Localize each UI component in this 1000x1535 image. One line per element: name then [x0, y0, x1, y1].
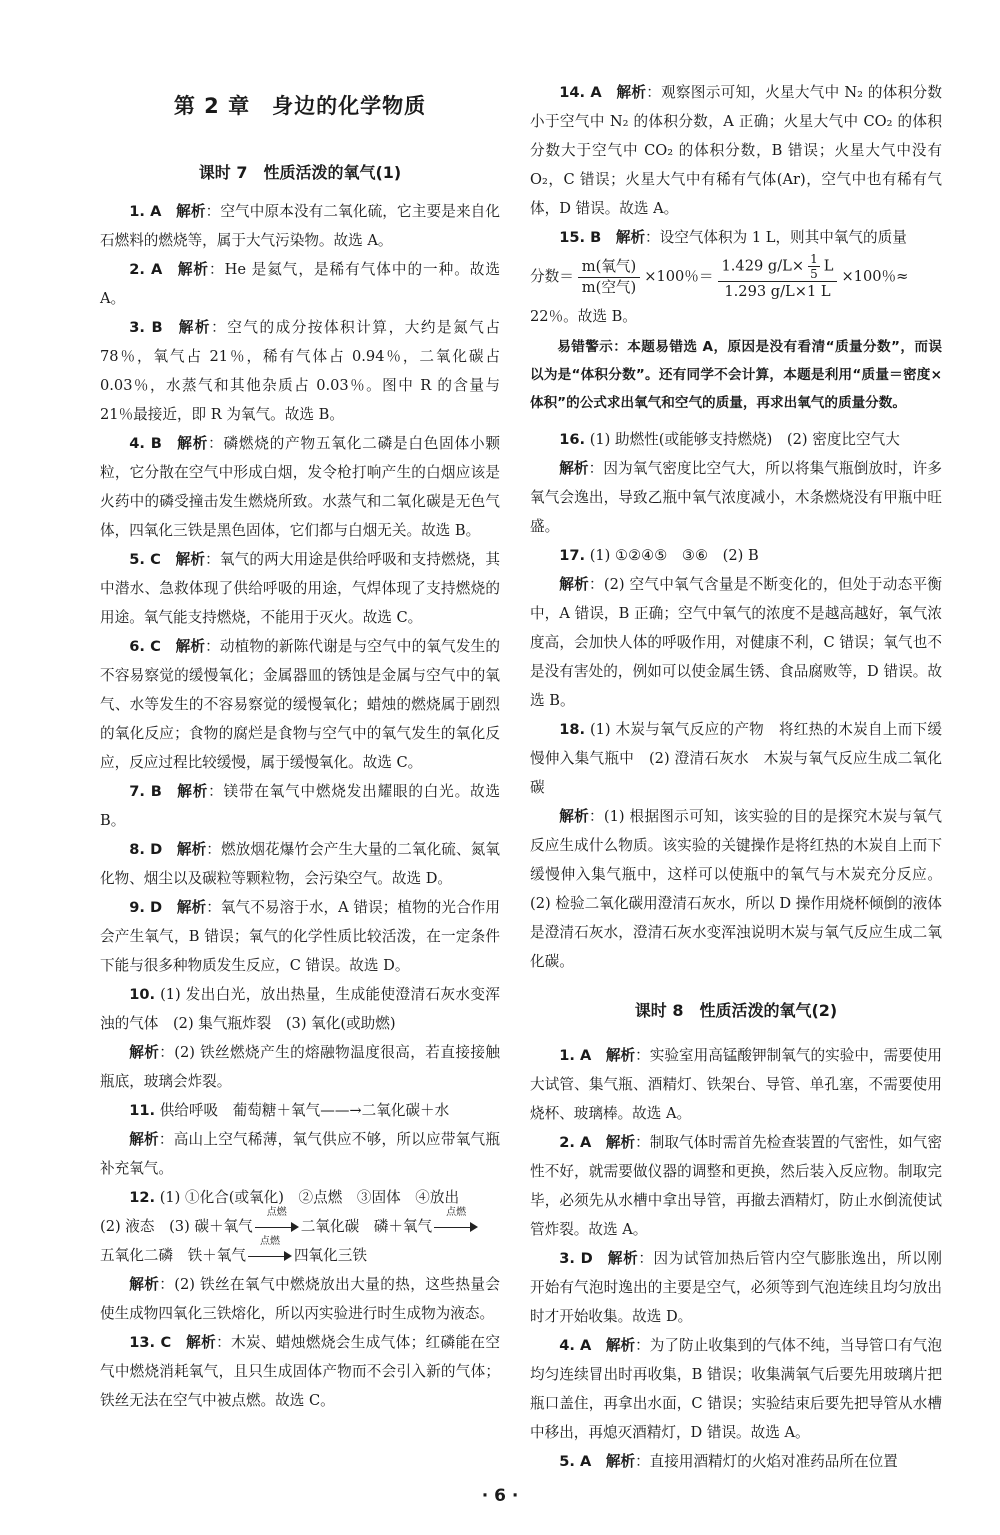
answer-item	[100, 1328, 500, 1415]
answer-number: 8. D	[129, 841, 163, 858]
answer-item	[530, 715, 942, 802]
answer-item	[530, 454, 942, 541]
chapter-title: 第 2 章 身边的化学物质	[173, 94, 427, 118]
answer-item	[100, 1125, 500, 1183]
analysis-label: 解析	[607, 1250, 639, 1267]
analysis-label: 解析	[605, 1453, 636, 1470]
answer-item	[100, 1038, 500, 1096]
q12-equation-line-2: 五氧化二磷 铁＋氧气 点燃 四氧化三铁	[100, 1236, 367, 1264]
answer-text: ：空气中原本没有二氧化硫，它主要是来自化石燃料的燃烧等，属于大气污染物。故选 A。	[100, 203, 500, 249]
answer-item	[100, 777, 500, 835]
answer-item	[100, 1096, 500, 1125]
answer-text: ：(1) 根据图示可知，该实验的目的是探究木炭与氧气反应生成什么物质。该实验的关键操作是将红热的木炭自上而下缓慢伸入集气瓶中，这样可以使瓶中的氧气与木炭充分反应。(2) 检验二氧化碳用澄清石灰水，所以 D 操作用烧杯倾倒的液体是澄清石灰水，澄清石灰水变浑浊说明木炭与氧气反应生成二氧化碳。	[530, 808, 942, 970]
right-column	[530, 78, 942, 1476]
right-answer-list-1	[530, 78, 942, 252]
answer-item	[100, 893, 500, 980]
fraction: 1.429 g/L× $\frac{1}{5}$ L 1.293 g/L×1 L	[718, 252, 838, 302]
answer-number: 14. A	[559, 84, 602, 101]
answer-text: ：实验室用高锰酸钾制氧气的实验中，需要使用大试管、集气瓶、酒精灯、铁架台、导管、单孔塞，不需要使用烧杯、玻璃棒。故选 A。	[530, 1047, 942, 1122]
lesson-7-title: 课时 7 性质活泼的氧气(1)	[198, 163, 402, 182]
answer-text: ：动植物的新陈代谢是与空气中的氧气发生的不容易察觉的缓慢氧化；金属器皿的锈蚀是金属与空气中的氧气、水等发生的不容易察觉的缓慢氧化；蜡烛的燃烧属于剧烈的氧化反应；食物的腐烂是食物与空气中的氧气发生的氧化反应，反应过程比较缓慢，属于缓慢氧化。故选 C。	[100, 638, 500, 771]
analysis-label: 解析	[175, 551, 206, 568]
answer-number: 4. A	[559, 1337, 592, 1354]
answer-text: (1) 助燃性(或能够支持燃烧) (2) 密度比空气大	[589, 431, 900, 448]
answer-text: ：木炭、蜡烛燃烧会生成气体；红磷能在空气中燃烧消耗氧气，且只生成固体产物而不会引入新的气体；铁丝无法在空气中被点燃。故选 C。	[100, 1334, 500, 1409]
answer-text: 供给呼吸 葡萄糖＋氧气——→二氧化碳＋水	[159, 1102, 450, 1119]
left-column	[100, 78, 500, 1415]
analysis-label: 解析	[176, 841, 207, 858]
answer-text: ：He 是氦气，是稀有气体中的一种。故选 A。	[100, 261, 500, 307]
answer-item	[100, 545, 500, 632]
analysis-label: 解析	[129, 1276, 160, 1293]
answer-item	[100, 255, 500, 313]
analysis-label: 解析	[605, 1134, 636, 1151]
answer-item	[100, 1270, 500, 1328]
answer-text: (1) ①②④⑤ ③⑥ (2) B	[589, 547, 759, 564]
analysis-label: 解析	[615, 229, 646, 246]
answer-item	[530, 570, 942, 715]
analysis-label: 解析	[616, 84, 647, 101]
answer-text: ：为了防止收集到的气体不纯，当导管口有气泡均匀连续冒出时再收集，B 错误；收集满氧气后要先用玻璃片把瓶口盖住，再拿出水面，C 错误；实验结束后要先把导管从水槽中移出，再熄灭酒精灯，D 错误。故选 A。	[530, 1337, 942, 1441]
answer-text: ：观察图示可知，火星大气中 N₂ 的体积分数小于空气中 N₂ 的体积分数，A 正确；火星大气中 CO₂ 的体积分数大于空气中 CO₂ 的体积分数，B 错误；火星大气中没有 O₂，C 错误；火星大气中有稀有气体(Ar)，空气中也有稀有气体，D 错误。故选 A。	[530, 84, 942, 217]
answer-item	[100, 197, 500, 255]
answer-text: ：因为氧气密度比空气大，所以将集气瓶倒放时，许多氧气会逸出，导致乙瓶中氧气浓度减小，木条燃烧没有甲瓶中旺盛。	[530, 460, 942, 535]
reaction-arrow: 点燃	[434, 1220, 478, 1234]
answer-text: ：制取气体时需首先检查装置的气密性，如气密性不好，就需要做仪器的调整和更换，然后装入反应物。制取完毕，必须先从水槽中拿出导管，再撤去酒精灯，防止水倒流使试管炸裂。故选 A。	[530, 1134, 942, 1238]
answer-number: 2. A	[129, 261, 163, 278]
answer-text: ：氧气不易溶于水，A 错误；植物的光合作用会产生氧气，B 错误；氧气的化学性质比较活泼，在一定条件下能与很多种物质发生反应，C 错误。故选 D。	[100, 899, 500, 974]
analysis-label: 解析	[176, 783, 209, 800]
analysis-label: 解析	[559, 576, 589, 593]
lesson-8-title: 课时 8 性质活泼的氧气(2)	[634, 1001, 838, 1020]
analysis-label: 9. D 解析	[129, 899, 207, 916]
error-warning-note: 易错警示：本题易错选 A，原因是没有看清“质量分数”，而误以为是“体积分数”。还有同学不会计算，本题是利用“质量＝密度×体积”的公式求出氧气和空气的质量，再求出氧气的质量分数。	[530, 339, 942, 411]
answer-number: 11.	[129, 1102, 156, 1119]
answer-text: ：高山上空气稀薄，氧气供应不够，所以应带氧气瓶补充氧气。	[100, 1131, 500, 1177]
analysis-label: 解析	[185, 1334, 217, 1351]
q15-formula: 分数＝ $\frac{\text{m(氧气)}}{\text{m(空气)}}$ ×100％＝ 1.429 g/L× $\frac{1}{5}$ L 1.293 g/L×1 L ×100％≈	[530, 252, 909, 300]
answer-number: 7. B	[129, 783, 162, 800]
analysis-label: 解析	[559, 808, 589, 825]
answer-number: 10.	[129, 986, 156, 1003]
answer-number: 2. A	[559, 1134, 592, 1151]
left-answer-list	[100, 197, 500, 1212]
analysis-label: 解析	[129, 1044, 160, 1061]
page-number: · 6 ·	[481, 1486, 519, 1506]
analysis-label: 解析	[605, 1047, 636, 1064]
analysis-label: 解析	[177, 319, 212, 336]
right-answer-list-2	[530, 425, 942, 976]
answer-text: ：因为试管加热后管内空气膨胀逸出，所以刚开始有气泡时逸出的主要是空气，必须等到气泡连续且均匀放出时才开始收集。故选 D。	[530, 1250, 942, 1325]
answer-text: ：燃放烟花爆竹会产生大量的二氧化硫、氮氧化物、烟尘以及碳粒等颗粒物，会污染空气。故选 D。	[100, 841, 500, 887]
reaction-arrow: 点燃	[255, 1220, 299, 1234]
answer-number: 16.	[559, 431, 586, 448]
answer-item	[100, 980, 500, 1038]
analysis-label: 解析	[176, 261, 210, 278]
fraction: $\frac{\text{m(氧气)}}{\text{m(空气)}}$	[578, 257, 640, 298]
answer-number: 4. B	[129, 435, 162, 452]
q12-equation-line-1: (2) 液态 (3) 碳＋氧气 点燃 二氧化碳 磷＋氧气 点燃	[100, 1212, 500, 1241]
answer-number: 3. B	[129, 319, 163, 336]
answer-number: 6. C	[129, 638, 161, 655]
answer-text: ：设空气体积为 1 L，则其中氧气的质量	[645, 229, 907, 246]
answer-number: 12.	[129, 1189, 156, 1206]
answer-text: ：(2) 铁丝燃烧产生的熔融物温度很高，若直接接触瓶底，玻璃会炸裂。	[100, 1044, 500, 1090]
answer-text: ：(2) 空气中氧气含量是不断变化的，但处于动态平衡中，A 错误，B 正确；空气中氧气的浓度不是越高越好，氧气浓度高，会加快人体的呼吸作用，对健康不利，C 错误；氧气也不是没有害处的，例如可以使金属生锈、食品腐败等，D 错误。故选 B。	[530, 576, 942, 709]
answer-item	[530, 541, 942, 570]
answer-item	[530, 1331, 942, 1447]
analysis-label: 解析	[176, 435, 209, 452]
answer-number: 3. D	[559, 1250, 593, 1267]
reaction-arrow: 点燃	[248, 1249, 292, 1263]
answer-item	[530, 223, 942, 252]
answer-text: ：氧气的两大用途是供给呼吸和支持燃烧，其中潜水、急救体现了供给呼吸的用途，气焊体现了支持燃烧的用途。氧气能支持燃烧，不能用于灭火。故选 C。	[100, 551, 500, 626]
answer-number: 13. C	[129, 1334, 172, 1351]
analysis-label: 解析	[176, 203, 206, 220]
answer-text: ：镁带在氧气中燃烧发出耀眼的白光。故选 B。	[100, 783, 500, 829]
left-answer-list-2	[100, 1270, 500, 1415]
answer-number: 15. B	[559, 229, 602, 246]
answer-item	[100, 429, 500, 545]
answer-item	[530, 425, 942, 454]
answer-item	[530, 1128, 942, 1244]
answer-item	[530, 1447, 942, 1476]
answer-text: ：磷燃烧的产物五氧化二磷是白色固体小颗粒，它分散在空气中形成白烟，发令枪打响产生的白烟应该是火药中的磷受撞击发生燃烧所致。水蒸气和二氧化碳是无色气体，四氧化三铁是黑色固体，它们都与白烟无关。故选 B。	[100, 435, 500, 539]
answer-item	[100, 835, 500, 893]
analysis-label: 解析	[129, 1131, 159, 1148]
answer-item	[100, 313, 500, 429]
answer-text: ：(2) 铁丝在氧气中燃烧放出大量的热，这些热量会使生成物四氧化三铁熔化，所以丙实验进行时生成物为液态。	[100, 1276, 500, 1322]
answer-text: (1) 发出白光，放出热量，生成能使澄清石灰水变浑浊的气体 (2) 集气瓶炸裂 (3) 氧化(或助燃)	[100, 986, 500, 1032]
answer-item	[530, 1244, 942, 1331]
answer-item	[530, 78, 942, 223]
answer-text: ：空气的成分按体积计算，大约是氮气占 78％，氧气占 21％，稀有气体占 0.94％，二氧化碳占 0.03％，水蒸气和其他杂质占 0.03％。图中 R 的含量与 21％最接近，即 R 为氧气。故选 B。	[100, 319, 500, 423]
answer-number: 1. A	[559, 1047, 592, 1064]
right-answer-list-3	[530, 1041, 942, 1476]
answer-number: 18.	[559, 721, 586, 738]
answer-text: ：直接用酒精灯的火焰对准药品所在位置	[635, 1453, 898, 1470]
answer-number: 17.	[559, 547, 586, 564]
inner-fraction: $\frac{1}{5}$	[810, 252, 818, 281]
answer-text: (1) ①化合(或氧化) ②点燃 ③固体 ④放出	[159, 1189, 460, 1206]
analysis-label: 解析	[559, 460, 589, 477]
q15-result: 22％。故选 B。	[530, 308, 637, 325]
answer-text: (1) 木炭与氧气反应的产物 将红热的木炭自上而下缓慢伸入集气瓶中 (2) 澄清石灰水 木炭与氧气反应生成二氧化碳	[530, 721, 942, 796]
answer-number: 5. C	[129, 551, 161, 568]
answer-item	[100, 632, 500, 777]
answer-number: 5. A	[559, 1453, 592, 1470]
analysis-label: 解析	[605, 1337, 636, 1354]
analysis-label: 解析	[175, 638, 206, 655]
answer-item	[530, 802, 942, 976]
answer-item	[530, 1041, 942, 1128]
answer-number: 1. A	[129, 203, 162, 220]
